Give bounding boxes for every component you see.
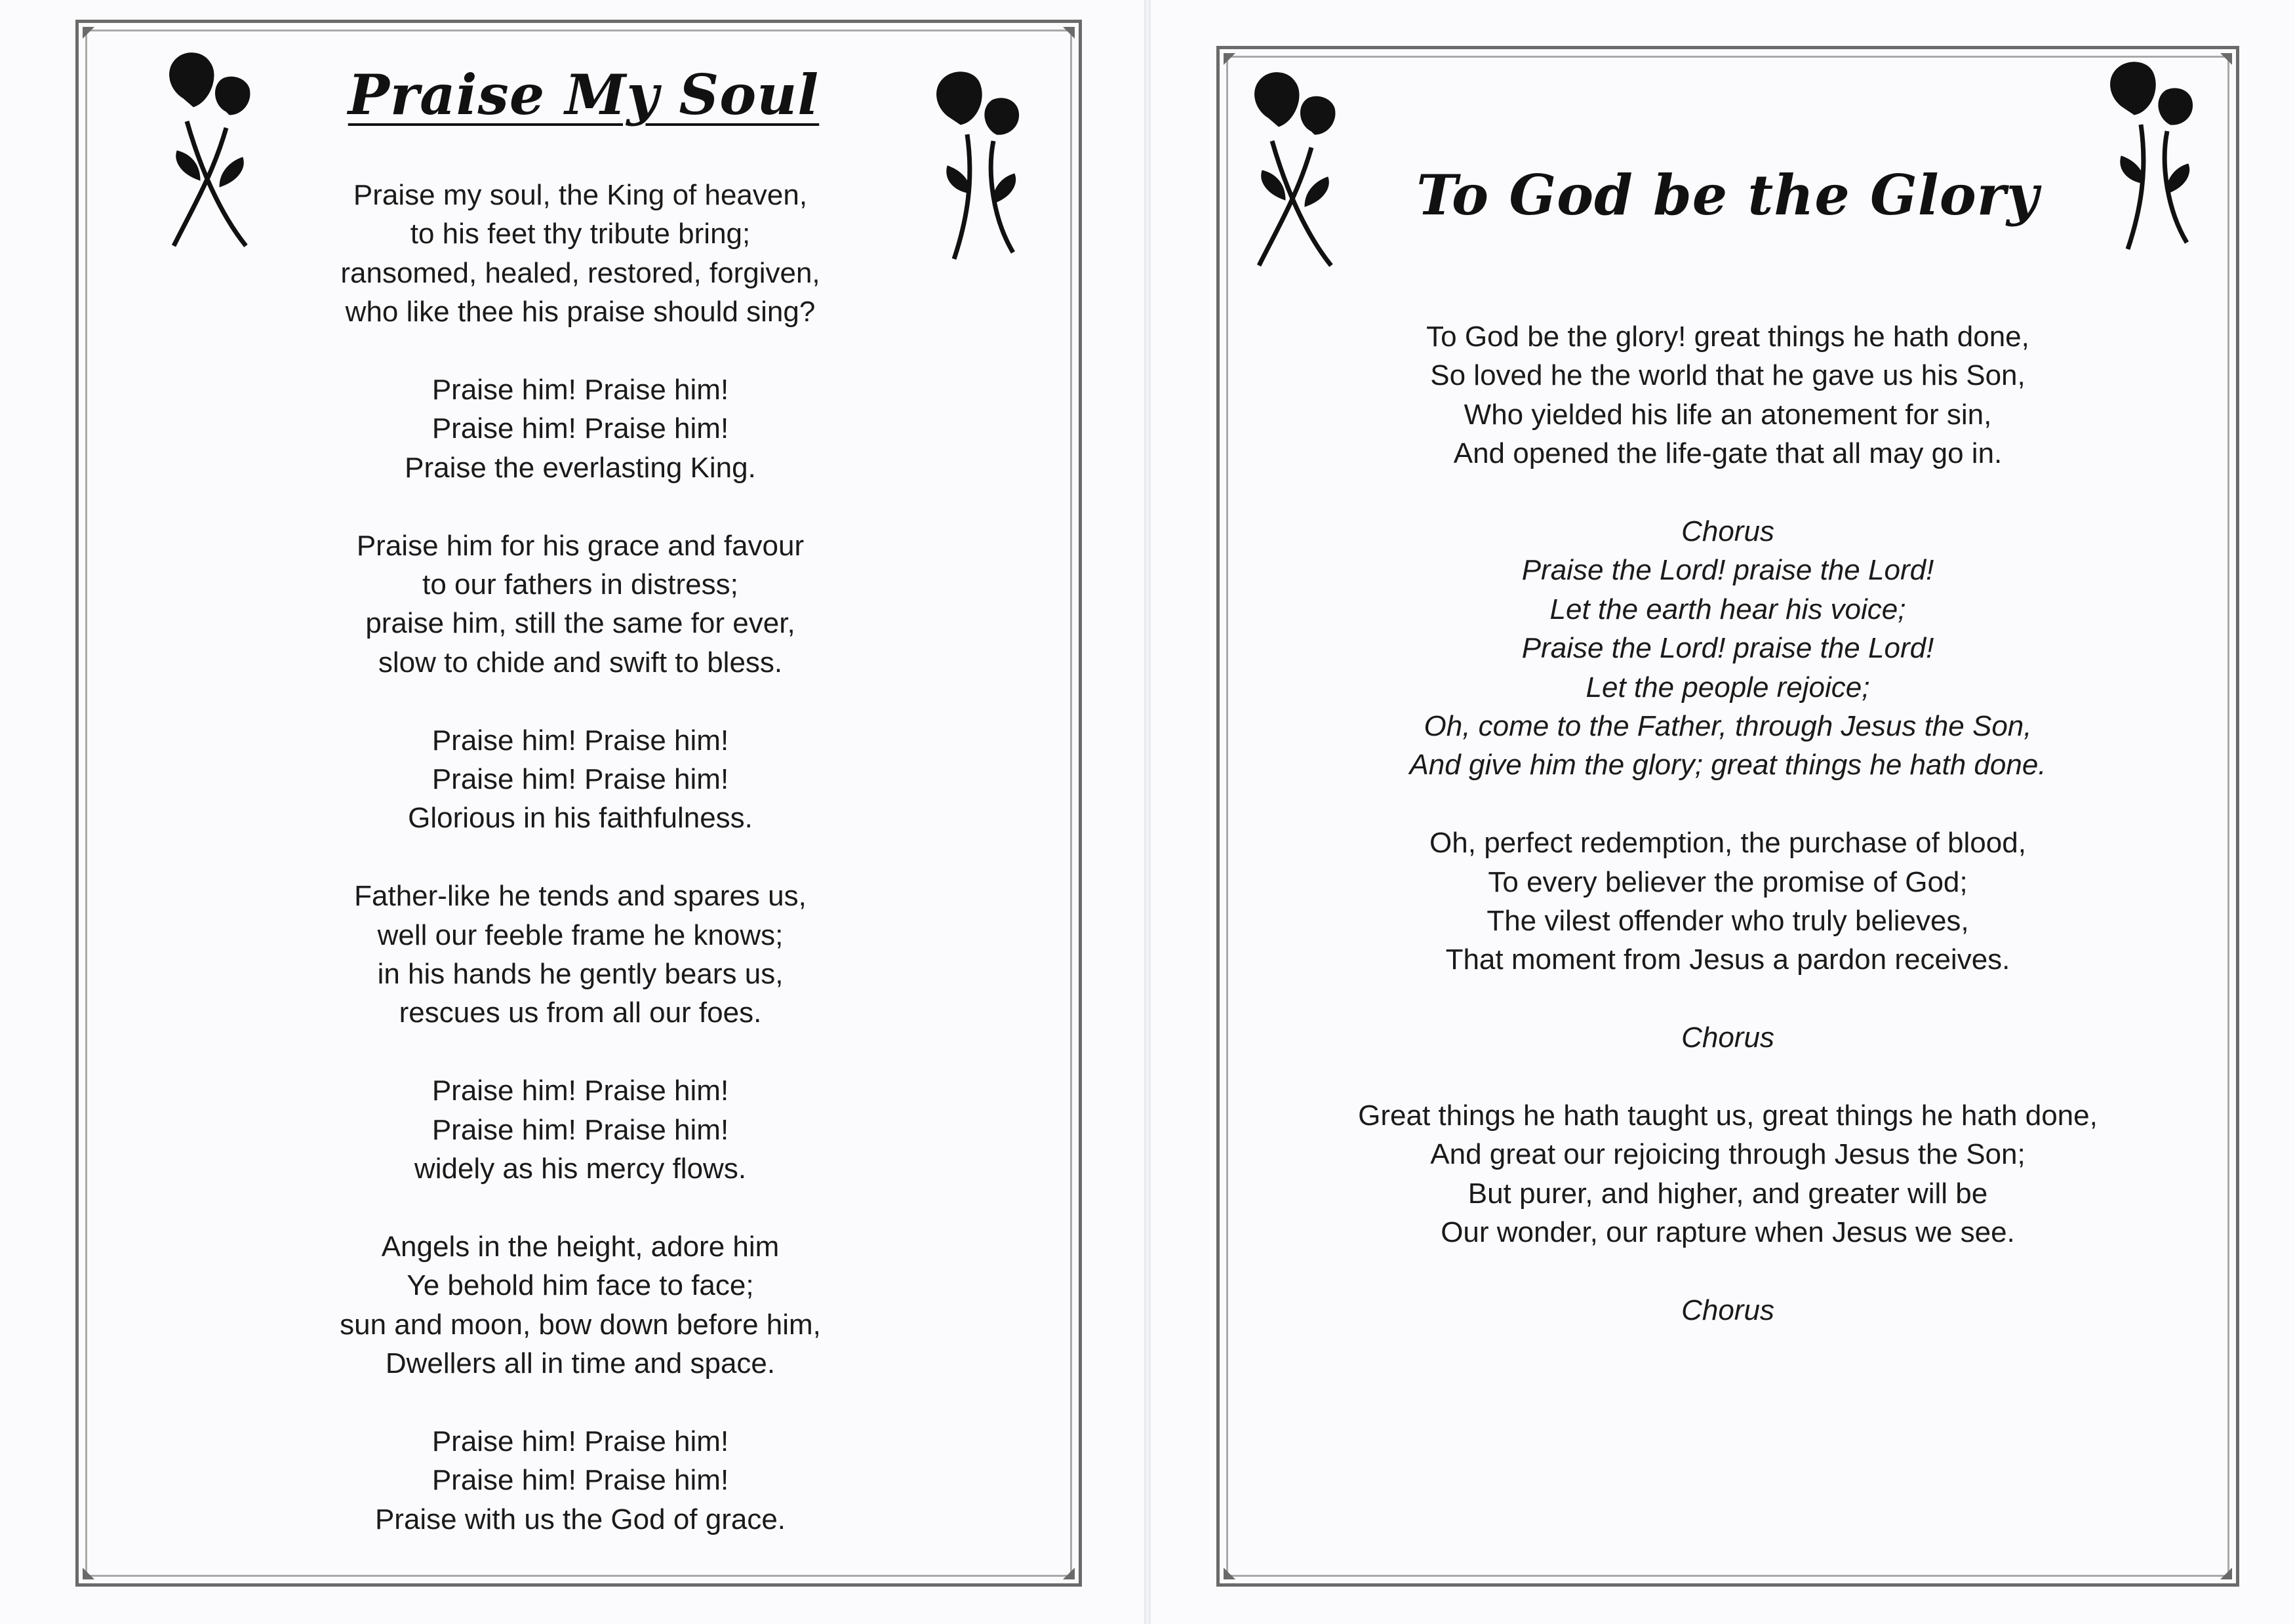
- chorus-repeat: [1266, 1291, 2190, 1330]
- hymn-line: to our fathers in distress;: [422, 568, 738, 601]
- hymn-line: And give him the glory; great things he hath done.: [1409, 749, 2046, 782]
- hymn-line: Praise the Lord! praise the Lord!: [1521, 554, 1934, 587]
- hymn-line: well our feeble frame he knows;: [377, 919, 784, 951]
- hymn-line: Let the people rejoice;: [1586, 671, 1870, 703]
- right-hymn-text: [1266, 317, 2190, 1369]
- hymn-line: praise him, still the same for ever,: [365, 607, 795, 640]
- page-fold: [1144, 0, 1151, 1624]
- verse-3: [1266, 1096, 2190, 1252]
- hymn-line: Praise him! Praise him!: [431, 412, 729, 445]
- hymn-line: Praise him for his grace and favour: [356, 529, 805, 562]
- stanza: [184, 1071, 977, 1188]
- stanza: [184, 526, 977, 683]
- chorus-label: Chorus: [1681, 515, 1774, 548]
- hymn-line: Praise him! Praise him!: [431, 1113, 729, 1146]
- hymn-line: That moment from Jesus a pardon receives.: [1445, 943, 2010, 976]
- hymn-line: Praise the everlasting King.: [405, 451, 756, 484]
- hymn-line: Oh, come to the Father, through Jesus the Son,: [1424, 710, 2032, 743]
- chorus: [1266, 512, 2190, 785]
- chorus-repeat: [1266, 1018, 2190, 1057]
- stanza: [184, 370, 977, 487]
- hymn-line: Glorious in his faithfulness.: [408, 802, 753, 835]
- rose-icon: [1233, 69, 1351, 279]
- hymn-line: Oh, perfect redemption, the purchase of blood,: [1429, 827, 2026, 860]
- rose-icon: [2088, 52, 2206, 262]
- hymn-line: Our wonder, our rapture when Jesus we see.: [1441, 1216, 2015, 1249]
- verse-2: [1266, 823, 2190, 980]
- hymn-line: Praise him! Praise him!: [431, 374, 729, 406]
- hymn-line: who like thee his praise should sing?: [345, 296, 816, 328]
- hymn-line: Angels in the height, adore him: [381, 1230, 780, 1263]
- hymn-line: Dwellers all in time and space.: [385, 1347, 776, 1380]
- hymn-line: slow to chide and swift to bless.: [378, 646, 783, 679]
- hymn-line: Let the earth hear his voice;: [1549, 593, 1906, 625]
- hymn-line: in his hands he gently bears us,: [377, 958, 784, 991]
- hymn-line: The vilest offender who truly believes,: [1487, 905, 1969, 938]
- hymn-line: Praise my soul, the King of heaven,: [353, 179, 808, 211]
- stanza: [184, 1422, 977, 1539]
- hymn-line: To God be the glory! great things he hath done,: [1426, 321, 2029, 353]
- right-page-title: To God be the Glory: [1416, 163, 2039, 228]
- hymn-line: widely as his mercy flows.: [414, 1153, 747, 1185]
- hymn-line: Father-like he tends and spares us,: [354, 880, 807, 913]
- hymn-line: rescues us from all our foes.: [399, 997, 762, 1029]
- hymn-line: Who yielded his life an atonement for sin,: [1464, 398, 1992, 431]
- hymn-line: Praise him! Praise him!: [431, 763, 729, 796]
- hymn-line: Praise the Lord! praise the Lord!: [1521, 632, 1934, 665]
- chorus-label: Chorus: [1681, 1021, 1774, 1054]
- hymn-line: to his feet thy tribute bring;: [410, 218, 751, 250]
- stanza: [184, 721, 977, 838]
- stanza: [184, 176, 977, 332]
- hymn-line: So loved he the world that he gave us his Son,: [1430, 359, 2026, 392]
- hymn-line: Praise with us the God of grace.: [374, 1503, 786, 1535]
- hymn-line: And opened the life-gate that all may go in.: [1453, 437, 2003, 470]
- stanza: [184, 877, 977, 1033]
- hymn-line: Praise him! Praise him!: [431, 1075, 729, 1107]
- chorus-label: Chorus: [1681, 1294, 1774, 1327]
- hymn-line: Great things he hath taught us, great things he hath done,: [1358, 1099, 2098, 1132]
- hymn-line: Ye behold him face to face;: [407, 1269, 754, 1302]
- left-hymn-text: [184, 176, 977, 1539]
- hymn-line: And great our rejoicing through Jesus the Son;: [1430, 1138, 2026, 1171]
- hymn-line: Praise him! Praise him!: [431, 724, 729, 757]
- hymn-line: sun and moon, bow down before him,: [340, 1308, 821, 1341]
- hymn-line: But purer, and higher, and greater will be: [1467, 1177, 1988, 1210]
- hymn-line: ransomed, healed, restored, forgiven,: [340, 256, 820, 289]
- hymn-line: Praise him! Praise him!: [431, 1464, 729, 1497]
- hymn-line: To every believer the promise of God;: [1488, 865, 1968, 898]
- hymn-line: Praise him! Praise him!: [431, 1425, 729, 1457]
- left-page-title: Praise My Soul: [348, 62, 820, 127]
- verse-1: [1266, 317, 2190, 473]
- stanza: [184, 1227, 977, 1383]
